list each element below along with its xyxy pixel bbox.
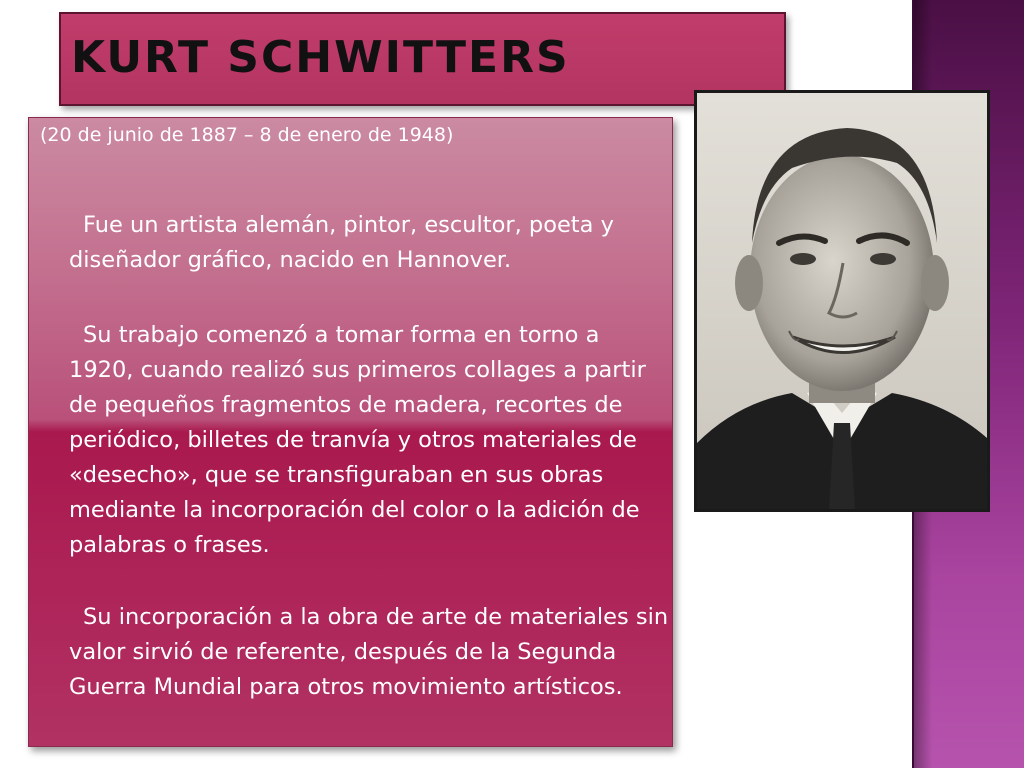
- life-dates: (20 de junio de 1887 – 8 de enero de 1948): [40, 124, 454, 146]
- slide-title: KURT SCHWITTERS: [71, 32, 570, 83]
- title-banner: [59, 12, 786, 106]
- portrait-photo: [697, 93, 987, 509]
- portrait-photo-frame: [694, 90, 990, 512]
- content-box: [28, 117, 673, 747]
- paragraph-work: Su trabajo comenzó a tomar forma en torno a 1920, cuando realizó sus primeros collages a partir de pequeños fragmentos de madera, recortes de periódico, billetes de tranvía y otros materiales de «desecho», que se transfiguraban en sus obras mediante la incorporación del color o la adición de palabras o frases.: [69, 322, 646, 558]
- paragraph-intro: Fue un artista alemán, pintor, escultor, poeta y diseñador gráfico, nacido en Hannover.: [69, 212, 614, 273]
- paragraph-legacy: Su incorporación a la obra de arte de materiales sin valor sirvió de referente, después de la Segunda Guerra Mundial para otros movimiento artísticos.: [69, 604, 669, 700]
